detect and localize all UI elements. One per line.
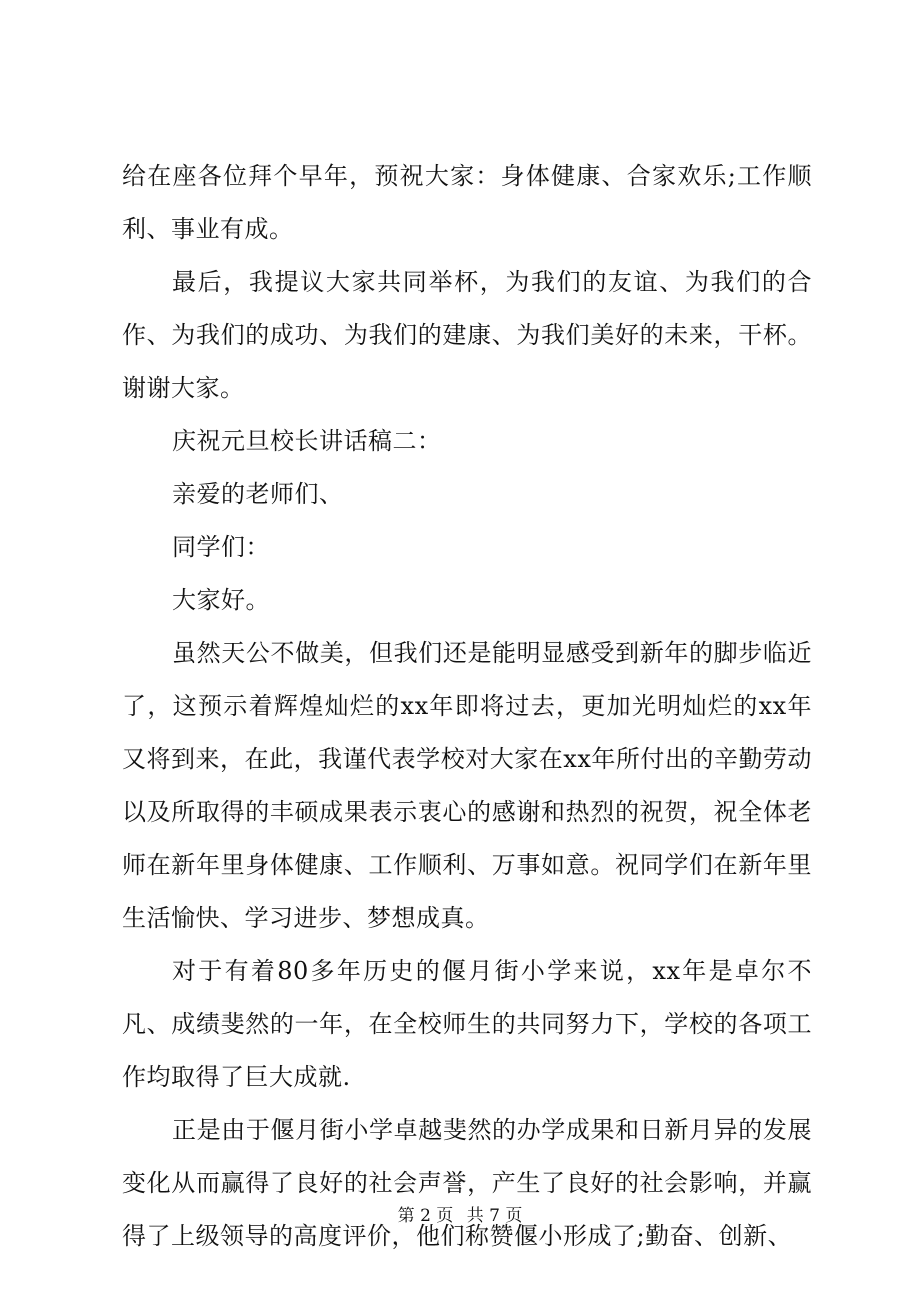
salutation-teachers: 亲爱的老师们、 bbox=[172, 480, 344, 508]
page-footer bbox=[0, 1201, 920, 1226]
paragraph-toast: 最后，我提议大家共同举杯，为我们的友谊、为我们的合作、为我们的成功、为我们的建康、为我们美好的未来，干杯。谢谢大家。 bbox=[122, 268, 812, 402]
paragraph-greeting-continued: 给在座各位拜个早年，预祝大家：身体健康、合家欢乐;工作顺利、事业有成。 bbox=[122, 162, 812, 243]
salutation-students: 同学们： bbox=[172, 533, 270, 561]
page-total: 共 7 页 bbox=[466, 1206, 523, 1226]
greeting-hello: 大家好。 bbox=[172, 586, 270, 614]
paragraph-reputation: 正是由于偃月街小学卓越斐然的办学成果和日新月异的发展变化从而赢得了良好的社会声誉，产生了良好的社会影响，并赢得了上级领导的高度评价，他们称赞偃小形成了;勤奋、创新、 bbox=[122, 1116, 812, 1250]
section-heading: 庆祝元旦校长讲话稿二： bbox=[172, 427, 442, 455]
paragraph-school-achievement: 对于有着80多年历史的偃月街小学来说，xx年是卓尔不凡、成绩斐然的一年，在全校师生的共同努力下，学校的各项工作均取得了巨大成就. bbox=[122, 957, 812, 1091]
document-body bbox=[122, 150, 812, 1263]
page-number: 第 2 页 bbox=[397, 1206, 454, 1226]
paragraph-new-year: 虽然天公不做美，但我们还是能明显感受到新年的脚步临近了，这预示着辉煌灿烂的xx年即将过去，更加光明灿烂的xx年又将到来，在此，我谨代表学校对大家在xx年所付出的辛勤劳动以及所取得的丰硕成果表示衷心的感谢和热烈的祝贺，祝全体老师在新年里身体健康、工作顺利、万事如意。祝同学们在新年里生活愉快、学习进步、梦想成真。 bbox=[122, 639, 812, 932]
